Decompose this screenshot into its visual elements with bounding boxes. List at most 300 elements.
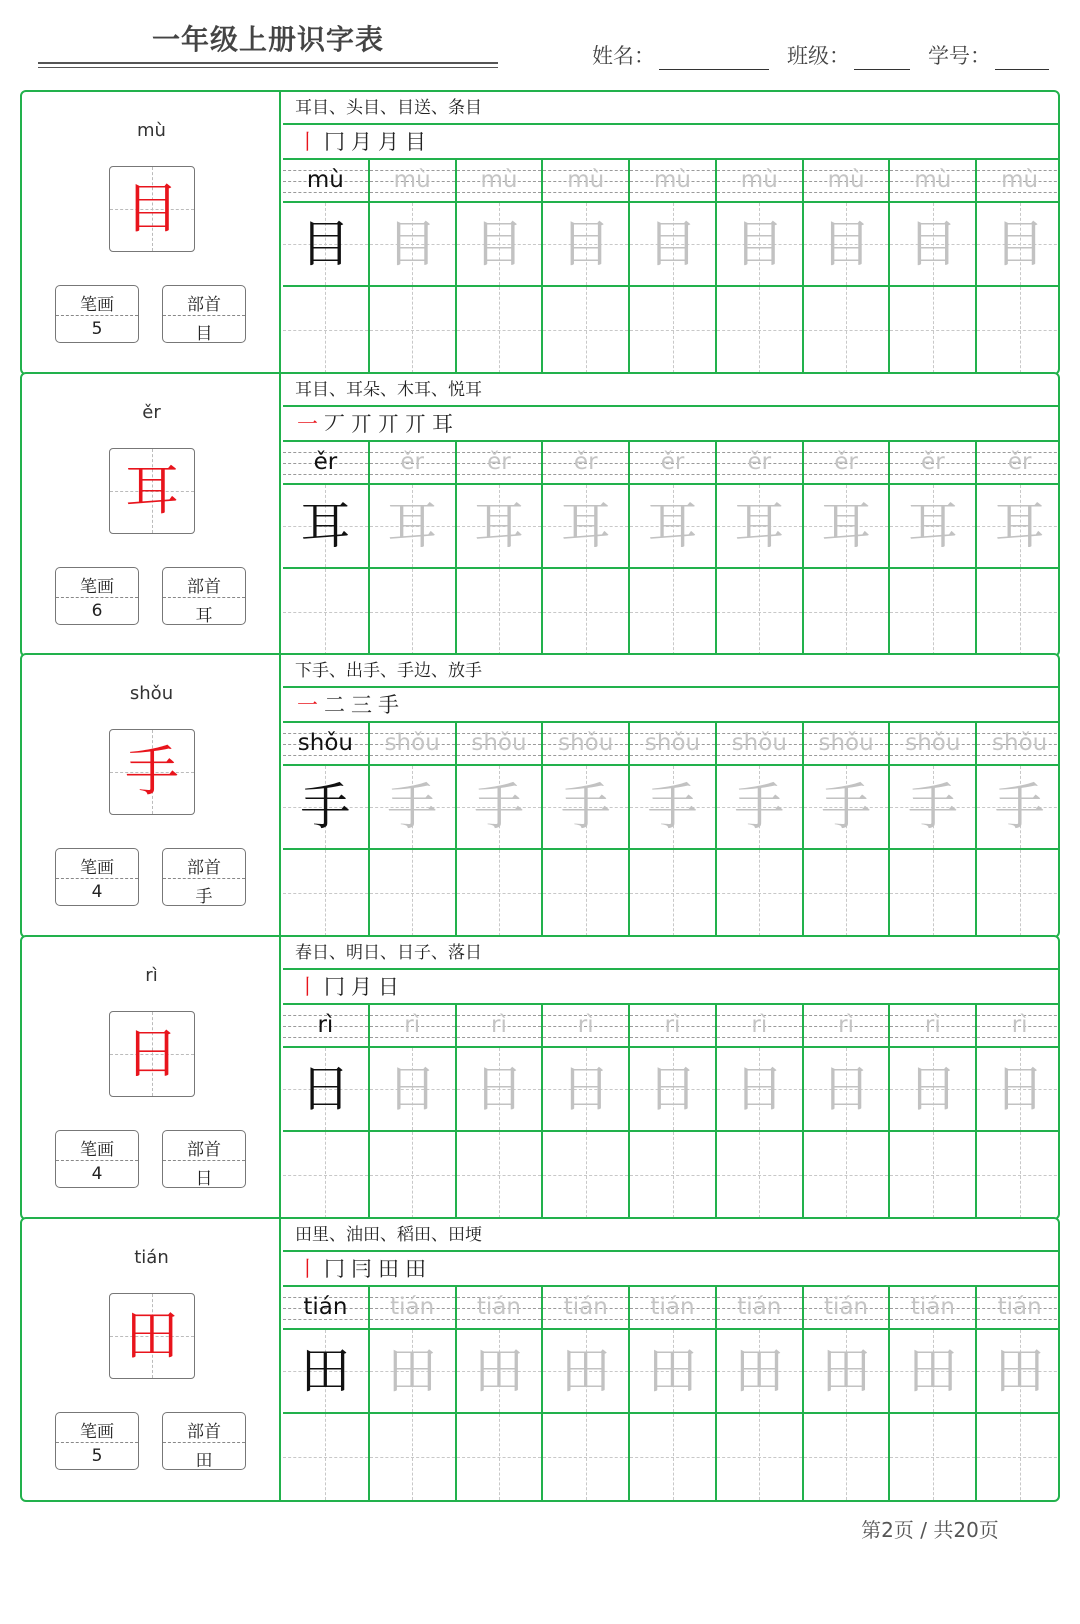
grid-guide-vertical	[586, 287, 587, 373]
blank-writing-cell[interactable]	[630, 1132, 715, 1218]
blank-writing-cell[interactable]	[977, 850, 1060, 936]
character-trace: 手	[647, 778, 698, 836]
character-cell[interactable]	[890, 203, 975, 287]
blank-writing-cell[interactable]	[283, 287, 368, 373]
character-cell[interactable]	[804, 766, 889, 850]
blank-writing-cell[interactable]	[804, 1132, 889, 1218]
blank-writing-cell[interactable]	[977, 569, 1060, 655]
pinyin-cell[interactable]	[977, 442, 1060, 485]
writing-column[interactable]	[717, 442, 804, 655]
writing-column[interactable]	[630, 160, 717, 373]
character-cell[interactable]	[543, 766, 628, 850]
name-blank[interactable]	[659, 46, 769, 70]
pinyin-cell[interactable]	[804, 160, 889, 203]
pinyin-cell[interactable]	[370, 160, 455, 203]
character-trace: 手	[734, 778, 785, 836]
box-divider	[163, 315, 245, 316]
writing-column[interactable]	[630, 442, 717, 655]
character-trace: 日	[821, 1060, 872, 1118]
blank-writing-cell[interactable]	[630, 850, 715, 936]
box-divider	[163, 878, 245, 879]
writing-column[interactable]	[717, 1287, 804, 1500]
writing-column[interactable]	[457, 442, 544, 655]
character-trace: 目	[734, 215, 785, 273]
writing-column[interactable]	[804, 1005, 891, 1218]
writing-column[interactable]	[543, 160, 630, 373]
pinyin-cell[interactable]	[717, 1005, 802, 1048]
pinyin-cell[interactable]	[717, 160, 802, 203]
blank-writing-cell[interactable]	[543, 1132, 628, 1218]
character-trace: 目	[560, 215, 611, 273]
grid-guide-vertical	[933, 1132, 934, 1218]
stroke-step: 三	[351, 693, 372, 717]
stroke-count-box-label: 笔画	[80, 858, 114, 878]
writing-column[interactable]	[717, 160, 804, 373]
blank-writing-cell[interactable]	[890, 850, 975, 936]
blank-writing-cell[interactable]	[977, 287, 1060, 373]
character-cell[interactable]	[543, 203, 628, 287]
pinyin-cell[interactable]	[630, 1287, 715, 1330]
character-cell	[283, 766, 368, 850]
box-divider	[163, 1442, 245, 1443]
character-trace: 日	[907, 1060, 958, 1118]
stroke-count-box	[55, 567, 139, 625]
character-cell[interactable]	[543, 485, 628, 569]
character-block	[20, 90, 1060, 375]
blank-writing-cell[interactable]	[283, 1132, 368, 1218]
pinyin-trace: ěr	[1007, 449, 1032, 475]
pinyin-trace: tián	[390, 1294, 435, 1320]
pinyin-cell[interactable]	[457, 442, 542, 485]
grid-guide-vertical	[499, 850, 500, 936]
blank-writing-cell[interactable]	[370, 1132, 455, 1218]
blank-writing-cell[interactable]	[283, 850, 368, 936]
pinyin-trace: ěr	[573, 449, 598, 475]
blank-writing-cell[interactable]	[543, 850, 628, 936]
character-cell[interactable]	[457, 203, 542, 287]
writing-column[interactable]	[370, 723, 457, 936]
writing-column[interactable]	[890, 160, 977, 373]
pinyin-cell[interactable]	[543, 442, 628, 485]
example-words: 耳目、头目、目送、条目	[283, 92, 1060, 125]
character-cell[interactable]	[804, 203, 889, 287]
character-info-panel	[22, 92, 281, 373]
stroke-count-box	[55, 848, 139, 906]
character-info-panel	[22, 1219, 281, 1500]
writing-column[interactable]	[457, 1005, 544, 1218]
pinyin-cell[interactable]	[630, 1005, 715, 1048]
stroke-count-box-label: 笔画	[80, 1422, 114, 1442]
character-cell[interactable]	[717, 766, 802, 850]
character-cell[interactable]	[630, 1048, 715, 1132]
writing-column[interactable]	[804, 442, 891, 655]
pinyin-cell[interactable]	[890, 1005, 975, 1048]
pinyin-cell[interactable]	[457, 1287, 542, 1330]
grid-guide-vertical	[673, 1414, 674, 1500]
radical-box-label: 部首	[187, 295, 221, 315]
writing-column[interactable]	[630, 723, 717, 936]
character-cell[interactable]	[543, 1330, 628, 1414]
writing-column[interactable]	[977, 1287, 1060, 1500]
writing-column[interactable]	[804, 723, 891, 936]
pinyin-cell[interactable]	[890, 1287, 975, 1330]
pinyin-trace: shǒu	[471, 730, 527, 756]
writing-column[interactable]	[804, 160, 891, 373]
character-cell[interactable]	[370, 1048, 455, 1132]
pinyin-model: mù	[306, 167, 344, 193]
pinyin-cell[interactable]	[890, 723, 975, 766]
grid-guide-vertical	[933, 287, 934, 373]
pinyin-trace: rì	[404, 1012, 421, 1038]
writing-column[interactable]	[457, 160, 544, 373]
pinyin-trace: shǒu	[558, 730, 614, 756]
character-cell[interactable]	[890, 1048, 975, 1132]
blank-writing-cell[interactable]	[457, 569, 542, 655]
name-field[interactable]	[592, 40, 769, 70]
grid-guide-vertical	[499, 287, 500, 373]
writing-column[interactable]	[630, 1287, 717, 1500]
example-words: 耳目、耳朵、木耳、悦耳	[283, 374, 1060, 407]
stroke-step: 田	[405, 1257, 426, 1281]
blank-writing-cell[interactable]	[890, 1132, 975, 1218]
blank-writing-cell[interactable]	[804, 569, 889, 655]
blank-writing-cell[interactable]	[457, 1132, 542, 1218]
student-fields	[592, 38, 1067, 70]
pinyin-cell[interactable]	[804, 723, 889, 766]
box-divider	[56, 878, 138, 879]
grid-guide-vertical	[412, 287, 413, 373]
pinyin-cell[interactable]	[370, 1005, 455, 1048]
pinyin-cell[interactable]	[890, 442, 975, 485]
grid-guide-vertical	[412, 1132, 413, 1218]
writing-column[interactable]	[370, 442, 457, 655]
character-pinyin: tián	[134, 1247, 169, 1268]
character-cell[interactable]	[370, 203, 455, 287]
blank-writing-cell[interactable]	[457, 1414, 542, 1500]
character-cell[interactable]	[977, 485, 1060, 569]
character-trace: 田	[734, 1342, 785, 1400]
grid-guide-vertical	[673, 569, 674, 655]
character-cell[interactable]	[977, 766, 1060, 850]
character-display-box	[109, 1293, 195, 1379]
blank-writing-cell[interactable]	[457, 287, 542, 373]
writing-column	[283, 160, 370, 373]
pinyin-cell[interactable]	[370, 442, 455, 485]
blank-writing-cell[interactable]	[457, 850, 542, 936]
blank-writing-cell[interactable]	[543, 1414, 628, 1500]
blank-writing-cell[interactable]	[890, 287, 975, 373]
grid-guide-vertical	[499, 569, 500, 655]
writing-column[interactable]	[457, 1287, 544, 1500]
character-trace: 日	[647, 1060, 698, 1118]
pinyin-cell[interactable]	[543, 1005, 628, 1048]
pinyin-cell[interactable]	[977, 1005, 1060, 1048]
practice-area	[283, 937, 1060, 1218]
pinyin-cell[interactable]	[543, 723, 628, 766]
pinyin-cell[interactable]	[717, 1287, 802, 1330]
grid-guide-vertical	[846, 1132, 847, 1218]
writing-column[interactable]	[890, 723, 977, 936]
number-blank[interactable]	[995, 46, 1049, 70]
writing-column[interactable]	[890, 1005, 977, 1218]
pinyin-trace: rì	[838, 1012, 854, 1038]
pinyin-cell[interactable]	[804, 1287, 889, 1330]
character-cell[interactable]	[543, 1048, 628, 1132]
title-underline	[38, 62, 498, 64]
stroke-count-box-value: 6	[91, 601, 103, 621]
grid-guide-vertical	[1020, 569, 1021, 655]
pinyin-cell	[283, 160, 368, 203]
pinyin-cell[interactable]	[630, 442, 715, 485]
number-field[interactable]	[928, 40, 1049, 70]
blank-writing-cell[interactable]	[630, 569, 715, 655]
blank-writing-cell[interactable]	[804, 1414, 889, 1500]
stroke-step: 丌	[351, 412, 372, 436]
character-cell[interactable]	[717, 1048, 802, 1132]
blank-writing-cell[interactable]	[717, 1132, 802, 1218]
blank-writing-cell[interactable]	[804, 287, 889, 373]
blank-writing-cell[interactable]	[890, 1414, 975, 1500]
writing-column[interactable]	[717, 723, 804, 936]
writing-column[interactable]	[630, 1005, 717, 1218]
pinyin-trace: tián	[476, 1294, 521, 1320]
blank-writing-cell[interactable]	[283, 569, 368, 655]
character-cell[interactable]	[890, 1330, 975, 1414]
stroke-step: 二	[324, 693, 345, 717]
grid-guide-vertical	[1020, 287, 1021, 373]
writing-column[interactable]	[543, 1005, 630, 1218]
writing-column[interactable]	[977, 160, 1060, 373]
number-label: 学号：	[928, 44, 991, 68]
character-cell[interactable]	[457, 1048, 542, 1132]
blank-writing-cell[interactable]	[370, 569, 455, 655]
writing-column[interactable]	[977, 1005, 1060, 1218]
pinyin-cell[interactable]	[890, 160, 975, 203]
writing-grid	[283, 160, 1060, 373]
writing-column[interactable]	[370, 1005, 457, 1218]
writing-column[interactable]	[543, 1287, 630, 1500]
writing-column[interactable]	[717, 1005, 804, 1218]
pinyin-cell[interactable]	[977, 160, 1060, 203]
writing-column[interactable]	[890, 442, 977, 655]
blank-writing-cell[interactable]	[370, 287, 455, 373]
box-divider	[56, 597, 138, 598]
blank-writing-cell[interactable]	[543, 569, 628, 655]
character-cell[interactable]	[630, 485, 715, 569]
character-cell[interactable]	[977, 1330, 1060, 1414]
blank-writing-cell[interactable]	[977, 1132, 1060, 1218]
writing-column[interactable]	[977, 723, 1060, 936]
character-pinyin: ěr	[142, 402, 161, 423]
character-trace: 耳	[473, 497, 524, 555]
pinyin-trace: rì	[924, 1012, 941, 1038]
blank-writing-cell[interactable]	[804, 850, 889, 936]
grid-guide-vertical	[759, 569, 760, 655]
character-trace: 耳	[994, 497, 1045, 555]
pinyin-cell[interactable]	[457, 723, 542, 766]
grid-guide-vertical	[933, 569, 934, 655]
pinyin-cell[interactable]	[804, 1005, 889, 1048]
blank-writing-cell[interactable]	[370, 850, 455, 936]
character-cell[interactable]	[804, 485, 889, 569]
grid-guide-vertical	[412, 1414, 413, 1500]
character-trace: 目	[994, 215, 1045, 273]
character-cell[interactable]	[717, 1330, 802, 1414]
grid-guide-vertical	[846, 569, 847, 655]
pinyin-cell[interactable]	[630, 723, 715, 766]
stroke-order	[283, 407, 1060, 442]
pinyin-cell[interactable]	[457, 160, 542, 203]
radical-box	[162, 567, 246, 625]
writing-column	[283, 1005, 370, 1218]
pinyin-trace: rì	[751, 1012, 768, 1038]
character-trace: 田	[560, 1342, 611, 1400]
box-divider	[56, 1442, 138, 1443]
grid-guide-horizontal	[977, 893, 1060, 894]
pinyin-cell[interactable]	[543, 1287, 628, 1330]
blank-writing-cell[interactable]	[890, 569, 975, 655]
writing-column[interactable]	[543, 723, 630, 936]
pinyin-cell[interactable]	[543, 160, 628, 203]
blank-writing-cell[interactable]	[283, 1414, 368, 1500]
grid-guide-vertical	[933, 1414, 934, 1500]
writing-column	[283, 442, 370, 655]
character-trace: 耳	[734, 497, 785, 555]
character-cell[interactable]	[890, 485, 975, 569]
writing-column[interactable]	[370, 160, 457, 373]
radical-box-label: 部首	[187, 1140, 221, 1160]
character-cell[interactable]	[804, 1048, 889, 1132]
pinyin-cell[interactable]	[977, 723, 1060, 766]
character-cell[interactable]	[457, 485, 542, 569]
character-trace: 田	[387, 1342, 438, 1400]
pinyin-trace: ěr	[660, 449, 685, 475]
character-cell[interactable]	[457, 766, 542, 850]
blank-writing-cell[interactable]	[977, 1414, 1060, 1500]
blank-writing-cell[interactable]	[717, 287, 802, 373]
character-trace: 耳	[560, 497, 611, 555]
blank-writing-cell[interactable]	[630, 1414, 715, 1500]
radical-box-value: 田	[195, 1451, 213, 1470]
character-trace: 目	[907, 215, 958, 273]
example-words: 春日、明日、日子、落日	[283, 937, 1060, 970]
character-cell[interactable]	[717, 203, 802, 287]
grid-guide-vertical	[759, 850, 760, 936]
blank-writing-cell[interactable]	[717, 1414, 802, 1500]
example-words: 田里、油田、稻田、田埂	[283, 1219, 1060, 1252]
character-cell[interactable]	[890, 766, 975, 850]
pinyin-cell[interactable]	[977, 1287, 1060, 1330]
character-cell[interactable]	[457, 1330, 542, 1414]
character-cell[interactable]	[977, 1048, 1060, 1132]
writing-grid	[283, 442, 1060, 655]
character-display-box	[109, 166, 195, 252]
character-display: 耳	[125, 459, 179, 522]
pinyin-trace: tián	[650, 1294, 695, 1320]
writing-column[interactable]	[543, 442, 630, 655]
character-trace: 耳	[821, 497, 872, 555]
grid-guide-vertical	[325, 569, 326, 655]
pinyin-trace: rì	[664, 1012, 681, 1038]
writing-column[interactable]	[457, 723, 544, 936]
character-cell[interactable]	[370, 1330, 455, 1414]
character-cell[interactable]	[630, 203, 715, 287]
blank-writing-cell[interactable]	[717, 569, 802, 655]
character-cell[interactable]	[717, 485, 802, 569]
writing-column[interactable]	[370, 1287, 457, 1500]
pinyin-cell[interactable]	[370, 1287, 455, 1330]
character-trace: 日	[387, 1060, 438, 1118]
blank-writing-cell[interactable]	[370, 1414, 455, 1500]
character-cell[interactable]	[630, 766, 715, 850]
class-label: 班级：	[787, 44, 850, 68]
grid-guide-vertical	[586, 1132, 587, 1218]
character-trace: 日	[473, 1060, 524, 1118]
stroke-step: 冂	[324, 1257, 345, 1281]
character-trace: 田	[821, 1342, 872, 1400]
pinyin-model: ěr	[313, 449, 338, 475]
pinyin-cell[interactable]	[630, 160, 715, 203]
stroke-count-box-label: 笔画	[80, 1140, 114, 1160]
pinyin-cell[interactable]	[804, 442, 889, 485]
character-model: 日	[300, 1060, 351, 1118]
grid-guide-vertical	[325, 1132, 326, 1218]
class-field[interactable]	[787, 40, 910, 70]
character-trace: 手	[821, 778, 872, 836]
page-header	[0, 0, 1080, 90]
character-trace: 手	[473, 778, 524, 836]
character-cell[interactable]	[804, 1330, 889, 1414]
stroke-count-box	[55, 1130, 139, 1188]
class-blank[interactable]	[854, 46, 910, 70]
blank-writing-cell[interactable]	[717, 850, 802, 936]
character-cell[interactable]	[370, 766, 455, 850]
character-display: 田	[125, 1304, 179, 1367]
pinyin-cell[interactable]	[370, 723, 455, 766]
character-block	[20, 653, 1060, 938]
box-divider	[56, 1160, 138, 1161]
writing-grid	[283, 1287, 1060, 1500]
grid-guide-vertical	[846, 1414, 847, 1500]
grid-guide-vertical	[846, 287, 847, 373]
stroke-step: 丆	[324, 412, 345, 436]
writing-column[interactable]	[804, 1287, 891, 1500]
character-display: 手	[125, 740, 179, 803]
character-trace: 日	[734, 1060, 785, 1118]
blank-writing-cell[interactable]	[630, 287, 715, 373]
stroke-count-box-label: 笔画	[80, 577, 114, 597]
character-cell	[283, 485, 368, 569]
pinyin-trace: tián	[910, 1294, 955, 1320]
pinyin-cell	[283, 442, 368, 485]
character-cell[interactable]	[370, 485, 455, 569]
writing-column[interactable]	[977, 442, 1060, 655]
blank-writing-cell[interactable]	[543, 287, 628, 373]
pinyin-trace: mù	[1001, 167, 1039, 193]
pinyin-cell[interactable]	[457, 1005, 542, 1048]
character-trace: 耳	[907, 497, 958, 555]
pinyin-cell[interactable]	[717, 442, 802, 485]
grid-guide-vertical	[673, 1132, 674, 1218]
pinyin-trace: ěr	[834, 449, 858, 475]
character-cell[interactable]	[630, 1330, 715, 1414]
character-cell[interactable]	[977, 203, 1060, 287]
writing-column[interactable]	[890, 1287, 977, 1500]
pinyin-cell[interactable]	[717, 723, 802, 766]
page-number: 第2页 / 共20页	[861, 1518, 999, 1542]
pinyin-trace: tián	[997, 1294, 1042, 1320]
radical-box-label: 部首	[187, 1422, 221, 1442]
